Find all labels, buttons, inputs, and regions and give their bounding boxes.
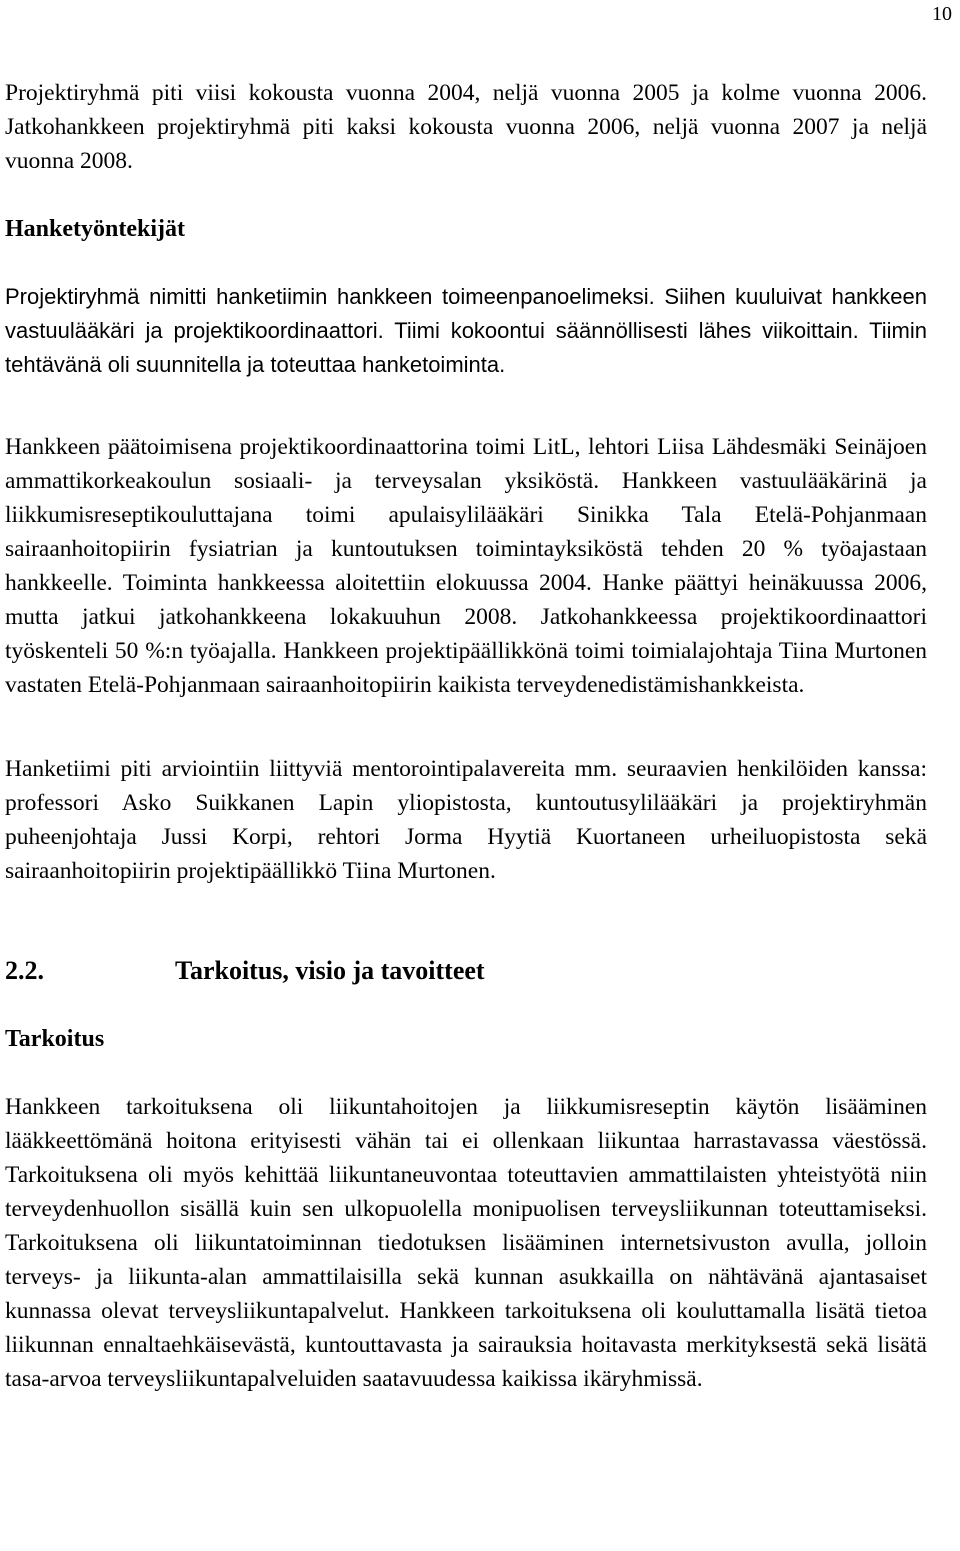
page-number: 10 bbox=[932, 3, 952, 25]
subheading-hanketyontekijat: Hanketyöntekijät bbox=[5, 216, 185, 242]
coordinator-paragraph: Hankkeen päätoimisena projektikoordinaattorina toimi LitL, lehtori Liisa Lähdesmäki Seinäjoen ammattikorkeakoulun sosiaali- ja terveysalan yksiköstä. Hankkeen vastuulääkärinä ja liikkumisreseptikouluttajana toimi apulaisylilääkäri Sinikka Tala Etelä-Pohjanmaan sairaanhoitopiirin fysiatrian ja kuntoutuksen toimintayksiköstä tehden 20 % työajastaan hankkeelle. Toiminta hankkeessa aloitettiin elokuussa 2004. Hanke päättyi heinäkuussa 2006, mutta jatkui jatkohankkeena lokakuuhun 2008. Jatkohankkeessa projektikoordinaattori työskenteli 50 %:n työajalla. Hankkeen projektipäällikkönä toimi toimialajohtaja Tiina Murtonen vastaten Etelä-Pohjanmaan sairaanhoitopiirin kaikista terveydenedistämishankkeista. bbox=[5, 434, 927, 698]
section-number: 2.2. bbox=[5, 956, 44, 985]
section-heading bbox=[5, 954, 927, 988]
document-body bbox=[5, 76, 927, 1396]
mentoring-paragraph: Hanketiimi piti arviointiin liittyviä mentorointipalavereita mm. seuraavien henkilöiden kanssa: professori Asko Suikkanen Lapin yliopistosta, kuntoutusylilääkäri ja projektiryhmän puheenjohtaja Jussi Korpi, rehtori Jorma Hyytiä Kuortaneen urheiluopistosta sekä sairaanhoitopiirin projektipäällikkö Tiina Murtonen. bbox=[5, 756, 927, 884]
intro-paragraph: Projektiryhmä piti viisi kokousta vuonna 2004, neljä vuonna 2005 ja kolme vuonna 2006. Jatkohankkeen projektiryhmä piti kaksi kokousta vuonna 2006, neljä vuonna 2007 ja neljä vuonna 2008. bbox=[5, 80, 927, 174]
subheading-tarkoitus: Tarkoitus bbox=[5, 1026, 105, 1052]
purpose-paragraph: Hankkeen tarkoituksena oli liikuntahoitojen ja liikkumisreseptin käytön lisääminen lääkkeettömänä hoitona erityisesti vähän tai ei ollenkaan liikuntaa harrastavassa väestössä. Tarkoituksena oli myös kehittää liikuntaneuvontaa toteuttavien ammattilaisten yhteistyötä niin terveydenhuollon sisällä kuin sen ulkopuolella monipuolisen terveysliikunnan toteuttamiseksi. Tarkoituksena oli liikuntatoiminnan tiedotuksen lisääminen internetsivuston avulla, jolloin terveys- ja liikunta-alan ammattilaisilla sekä kunnan asukkailla on nähtävänä ajantasaiset kunnassa olevat terveysliikuntapalvelut. Hankkeen tarkoituksena oli kouluttamalla lisätä tietoa liikunnan ennaltaehkäisevästä, kuntouttavasta ja sairauksia hoitavasta merkityksestä sekä lisätä tasa-arvoa terveysliikuntapalveluiden saatavuudessa kaikissa ikäryhmissä. bbox=[5, 1094, 927, 1392]
workers-paragraph: Projektiryhmä nimitti hanketiimin hankkeen toimeenpanoelimeksi. Siihen kuuluivat hankkeen vastuulääkäri ja projektikoordinaattori. Tiimi kokoontui säännöllisesti lähes viikoittain. Tiimin tehtävänä oli suunnitella ja toteuttaa hanketoiminta. bbox=[5, 284, 927, 377]
section-title: Tarkoitus, visio ja tavoitteet bbox=[175, 956, 485, 985]
